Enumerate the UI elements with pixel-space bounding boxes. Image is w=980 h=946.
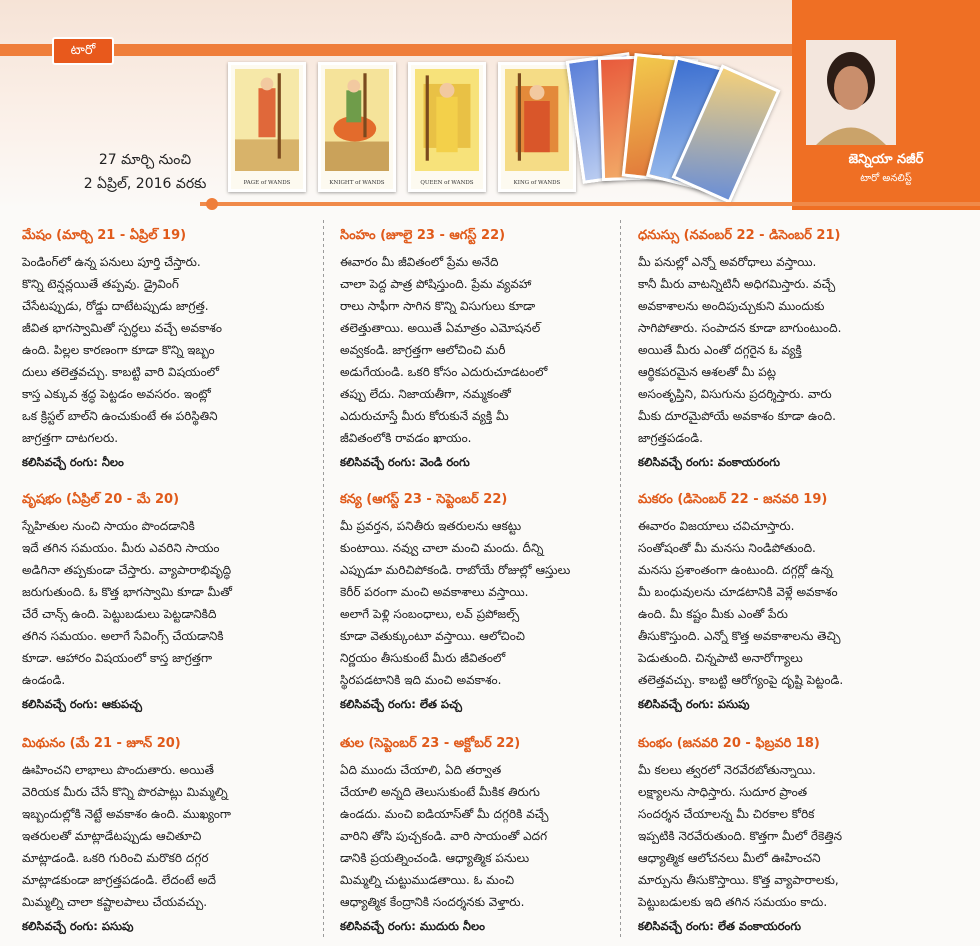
sign-taurus	[22, 492, 322, 715]
header-rule-dot	[206, 198, 218, 210]
date-line-1: 27 మార్చి నుంచి	[98, 152, 192, 168]
lucky-color: కలిసివచ్చే రంగు: పసుపు	[638, 697, 750, 711]
tarot-card-page-of-wands	[228, 62, 306, 192]
tarot-card-knight-of-wands	[318, 62, 396, 192]
sign-aquarius	[638, 736, 938, 937]
card-caption: PAGE of WANDS	[243, 180, 291, 186]
tarot-card-art	[325, 69, 389, 171]
tarot-card-queen-of-wands	[408, 62, 486, 192]
sign-capricorn	[638, 492, 938, 715]
sign-title: కన్య (ఆగస్ట్ 23 - సెప్టెంబర్ 22)	[340, 492, 508, 507]
bar-end-dot	[196, 44, 206, 54]
sign-libra	[340, 736, 640, 937]
sign-text: మీ కలలు త్వరలో నెరవేరబోతున్నాయి. లక్ష్యాలను సాధిస్తారు. సుదూర ప్రాంత సందర్శన చేయాలన్న మీ చిరకాల కోరిక ఇప్పటికి నెరవేరుతుంది. కొత్తగా మీలో రేకెత్తిన ఆధ్యాత్మిక ఆలోచనలు మీలో ఊహించని మార్పును తీసుకొస్తాయి. కొత్త వ్యాపారాలకు, పెట్టుబడులకు ఇది తగిన సమయం కాదు.	[638, 763, 843, 909]
date-line-2: 2 ఏప్రిల్, 2016 వరకు	[83, 176, 207, 192]
tarot-card-king-of-wands	[498, 62, 576, 192]
lucky-color: కలిసివచ్చే రంగు: లేత పచ్చ	[340, 697, 463, 711]
sign-text: మీ పనుల్లో ఎన్నో అవరోధాలు వస్తాయి. కానీ మీరు వాటన్నిటినీ అధిగమిస్తారు. వచ్చే అవకాశాలను అందిపుచ్చుకుని ముందుకు సాగిపోతారు. సంపాదన కూడా బాగుంటుంది. అయితే మీరు ఎంతో దగ్గరైన ఓ వ్యక్తి ఆర్థికపరమైన ఆశలతో మీ పట్ల అసంతృప్తిని, విసుగును ప్రదర్శిస్తారు. వారు మీకు దూరమైపోయే అవకాశం కూడా ఉంది. జాగ్రత్తపడండి.	[638, 255, 842, 445]
author-photo	[806, 40, 896, 145]
lucky-color: కలిసివచ్చే రంగు: వంకాయరంగు	[638, 455, 780, 469]
sign-title: మిథునం (మే 21 - జూన్ 20)	[22, 736, 181, 751]
header-orange-bar	[0, 44, 800, 56]
sign-title: కుంభం (జనవరి 20 - ఫిబ్రవరి 18)	[638, 736, 820, 751]
header-rule	[200, 202, 980, 206]
author-name: జెన్నియా నజీర్	[848, 152, 924, 167]
lucky-color: కలిసివచ్చే రంగు: పసుపు	[22, 919, 134, 933]
column-divider	[323, 220, 324, 940]
sign-title: వృషభం (ఏప్రిల్ 20 - మే 20)	[22, 492, 180, 507]
avatar-icon	[806, 40, 896, 145]
sign-title: తుల (సెప్టెంబర్ 23 - అక్టోబర్ 22)	[340, 736, 521, 751]
sign-text: ఈవారం మీ జీవితంలో ప్రేమ అనేది చాలా పెద్ద పాత్ర పోషిస్తుంది. ప్రేమ వ్యవహా రాలు సాఫీగా సాగిన కొన్ని విసుగులు కూడా తలెత్తుతాయి. అయితే ఏమాత్రం ఎమోషనల్ అవ్వకండి. జాగ్రత్తగా ఆలోచించి మరీ అడుగేయండి. ఒకరి కోసం ఎదురుచూడటంలో తప్పు లేదు. నిజాయతీగా, నమ్మకంతో ఎదురుచూస్తే మీరు కోరుకునే వ్యక్తి మీ జీవితంలోకి రావడం ఖాయం.	[340, 255, 548, 445]
lucky-color: కలిసివచ్చే రంగు: లేత వంకాయరంగు	[638, 919, 802, 933]
author-role: టారో అనలిస్ట్	[860, 173, 912, 184]
sign-virgo	[340, 492, 640, 715]
lucky-color: కలిసివచ్చే రంగు: ఆకుపచ్చ	[22, 697, 143, 711]
sign-aries	[22, 228, 322, 473]
sign-leo	[340, 228, 640, 473]
section-badge: టారో	[52, 37, 114, 65]
sign-title: మకరం (డిసెంబర్ 22 - జనవరి 19)	[638, 492, 828, 507]
sign-text: ఊహించని లాభాలు పొందుతారు. అయితే వెరియక మీరు చేసే కొన్ని పొరపాట్లు మిమ్మల్ని ఇబ్బందుల్లోకి నెట్టే అవకాశం ఉంది. ముఖ్యంగా ఇతరులతో మాట్లాడేటప్పుడు ఆచితూచి మాట్లాడండి. ఒకరి గురించి మరొకరి దగ్గర మాట్లాడకుండా జాగ్రత్తపడండి. లేదంటే అదే మిమ్మల్ని చాలా కష్టాలపాలు చేయవచ్చు.	[22, 763, 231, 909]
sign-text: స్నేహితుల నుంచి సాయం పొందడానికి ఇదే తగిన సమయం. మీరు ఎవరిని సాయం అడిగినా తప్పకుండా చేస్తారు. వ్యాపారాభివృద్ధి జరుగుతుంది. ఓ కొత్త భాగస్వామి కూడా మీతో చేరే చాన్స్ ఉంది. పెట్టుబడులు పెట్టడానికిది తగిన సమయం. అలాగే సేవింగ్స్ చేయడానికి కూడా. ఆహారం విషయంలో కాస్త జాగ్రత్తగా ఉండండి.	[22, 519, 232, 687]
tarot-card-art	[505, 69, 569, 171]
card-caption: KING of WANDS	[513, 180, 561, 186]
tarot-card-art	[235, 69, 299, 171]
lucky-color: కలిసివచ్చే రంగు: వెండి రంగు	[340, 455, 470, 469]
sign-text: పెండింగ్‌లో ఉన్న పనులు పూర్తి చేస్తారు. కొన్ని టెన్షన్లయితే తప్పవు. డ్రైవింగ్ చేసేటప్పుడు, రోడ్డు దాటేటప్పుడు జాగ్రత్త. జీవిత భాగస్వామితో స్పర్ధలు వచ్చే అవకాశం ఉంది. పిల్లల కారణంగా కూడా కొన్ని ఇబ్బం దులు తలెత్తవచ్చు. కాబట్టి వారి విషయంలో కాస్త ఎక్కువ శ్రద్ధ పెట్టడం అవసరం. ఇంట్లో ఒక క్రిస్టల్ బాల్‌ని ఉంచుకుంటే ఈ పరిస్థితిని జాగ్రత్తగా దాటగలరు.	[22, 255, 222, 445]
date-range	[70, 148, 220, 196]
sign-text: మీ ప్రవర్తన, పనితీరు ఇతరులను ఆకట్టు కుంటాయి. నవ్వు చాలా మంచి మందు. దీన్ని ఎప్పుడూ మరిచిపోకండి. రాబోయే రోజుల్లో ఆస్తులు కెరీర్ పరంగా మంచి అవకాశాలు వస్తాయి. అలాగే పెళ్లి సంబంధాలు, లవ్ ప్రపోజల్స్ కూడా వెతుక్కుంటూ వస్తాయి. ఆలోచించి నిర్ణయం తీసుకుంటే మీరు జీవితంలో స్థిరపడటానికి ఇది మంచి అవకాశం.	[340, 519, 571, 687]
sign-title: మేషం (మార్చి 21 - ఏప్రిల్ 19)	[22, 228, 187, 243]
card-caption: QUEEN of WANDS	[420, 180, 474, 186]
sign-text: ఏది ముందు చేయాలి, ఏది తర్వాత చేయాలి అన్నది తెలుసుకుంటే మీకిక తిరుగు ఉండదు. మంచి ఐడియాస్‌తో మీ దగ్గరికి వచ్చే వారిని తోసి పుచ్చకండి. వారి సాయంతో ఎదగ డానికి ప్రయత్నించండి. ఆధ్యాత్మిక పనులు మిమ్మల్ని చుట్టుముడతాయి. ఓ మంచి ఆధ్యాత్మిక కేంద్రానికి సందర్శనకు వెళ్తారు.	[340, 763, 549, 909]
tarot-card-art	[415, 69, 479, 171]
sign-text: ఈవారం విజయాలు చవిచూస్తారు. సంతోషంతో మీ మనసు నిండిపోతుంది. మనసు ప్రశాంతంగా ఉంటుంది. దగ్గర్లో ఉన్న మీ బంధువులను చూడటానికి వెళ్లే అవకాశం ఉంది. మీ కష్టం మీకు ఎంతో పేరు తీసుకొస్తుంది. ఎన్నో కొత్త అవకాశాలను తెచ్చి పెడుతుంది. చిన్నపాటి అనారోగ్యాలు తలెత్తవచ్చు. కాబట్టి ఆరోగ్యంపై దృష్టి పెట్టండి.	[638, 519, 844, 687]
card-caption: KNIGHT of WANDS	[329, 180, 385, 186]
sign-gemini	[22, 736, 322, 937]
sign-title: సింహం (జూలై 23 - ఆగస్ట్ 22)	[340, 228, 506, 243]
sign-sagittarius	[638, 228, 938, 473]
sign-title: ధనుస్సు (నవంబర్ 22 - డిసెంబర్ 21)	[638, 228, 841, 243]
lucky-color: కలిసివచ్చే రంగు: నీలం	[22, 455, 124, 469]
lucky-color: కలిసివచ్చే రంగు: ముదురు నీలం	[340, 919, 485, 933]
